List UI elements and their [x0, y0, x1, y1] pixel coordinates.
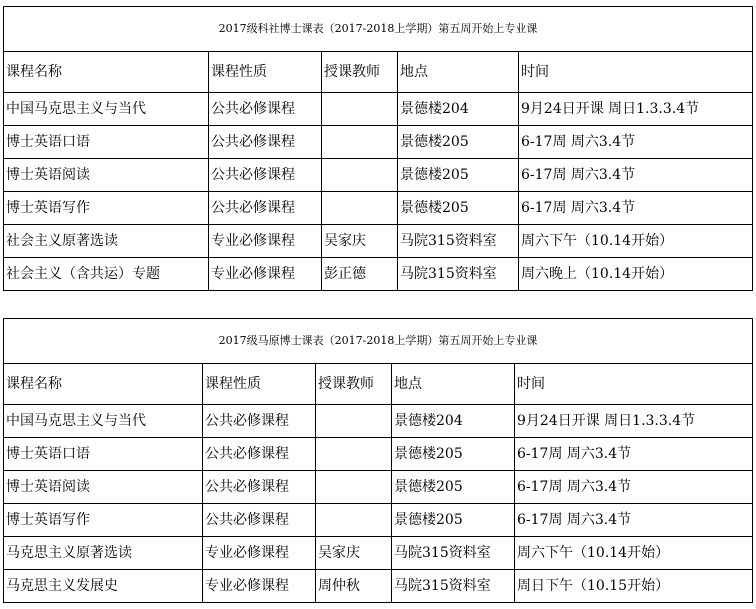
cell-course-name: 博士英语口语 — [4, 438, 203, 471]
cell-course-type: 公共必修课程 — [209, 93, 322, 126]
cell-time: 周六下午（10.14开始） — [515, 537, 753, 570]
cell-course-type: 公共必修课程 — [203, 471, 316, 504]
cell-time: 6-17周 周六3.4节 — [519, 126, 753, 159]
table-row — [4, 126, 753, 159]
table-title: 2017级马原博士课表（2017-2018上学期）第五周开始上专业课 — [4, 319, 753, 364]
cell-teacher — [322, 159, 398, 192]
cell-time: 6-17周 周六3.4节 — [515, 504, 753, 537]
cell-course-type: 公共必修课程 — [203, 405, 316, 438]
schedule-table-2 — [3, 318, 753, 603]
table-row — [4, 405, 753, 438]
cell-teacher — [322, 93, 398, 126]
table-header-row — [4, 52, 753, 93]
header-time: 时间 — [519, 52, 753, 93]
cell-course-type: 专业必修课程 — [203, 537, 316, 570]
table-row — [4, 192, 753, 225]
cell-course-type: 专业必修课程 — [209, 258, 322, 291]
cell-course-type: 公共必修课程 — [203, 438, 316, 471]
table-row — [4, 225, 753, 258]
cell-location: 马院315资料室 — [398, 258, 519, 291]
cell-teacher: 吴家庆 — [316, 537, 392, 570]
cell-course-type: 专业必修课程 — [203, 570, 316, 603]
cell-time: 周六下午（10.14开始） — [519, 225, 753, 258]
cell-location: 景德楼205 — [392, 438, 515, 471]
header-location: 地点 — [392, 364, 515, 405]
cell-time: 周日下午（10.15开始） — [515, 570, 753, 603]
cell-course-type: 专业必修课程 — [209, 225, 322, 258]
cell-location: 景德楼205 — [398, 192, 519, 225]
cell-location: 马院315资料室 — [398, 225, 519, 258]
table-title-row — [4, 7, 753, 52]
cell-course-name: 马克思主义原著选读 — [4, 537, 203, 570]
cell-teacher — [316, 471, 392, 504]
cell-location: 景德楼205 — [398, 126, 519, 159]
cell-course-type: 公共必修课程 — [209, 126, 322, 159]
cell-course-name: 社会主义（含共运）专题 — [4, 258, 209, 291]
cell-course-name: 中国马克思主义与当代 — [4, 93, 209, 126]
table-title: 2017级科社博士课表（2017-2018上学期）第五周开始上专业课 — [4, 7, 753, 52]
cell-course-name: 博士英语阅读 — [4, 471, 203, 504]
table-title-row — [4, 319, 753, 364]
cell-location: 景德楼205 — [392, 471, 515, 504]
cell-teacher: 彭正德 — [322, 258, 398, 291]
cell-course-name: 中国马克思主义与当代 — [4, 405, 203, 438]
cell-time: 6-17周 周六3.4节 — [519, 159, 753, 192]
cell-teacher — [316, 438, 392, 471]
cell-course-name: 马克思主义发展史 — [4, 570, 203, 603]
header-course-name: 课程名称 — [4, 364, 203, 405]
cell-teacher: 吴家庆 — [322, 225, 398, 258]
cell-time: 6-17周 周六3.4节 — [519, 192, 753, 225]
cell-course-name: 社会主义原著选读 — [4, 225, 209, 258]
cell-course-type: 公共必修课程 — [209, 192, 322, 225]
cell-time: 周六晚上（10.14开始） — [519, 258, 753, 291]
cell-location: 马院315资料室 — [392, 570, 515, 603]
cell-location: 景德楼205 — [392, 504, 515, 537]
header-teacher: 授课教师 — [316, 364, 392, 405]
cell-time: 9月24日开课 周日1.3.3.4节 — [515, 405, 753, 438]
cell-teacher — [316, 504, 392, 537]
table-row — [4, 537, 753, 570]
cell-location: 景德楼204 — [392, 405, 515, 438]
cell-location: 马院315资料室 — [392, 537, 515, 570]
cell-course-name: 博士英语写作 — [4, 504, 203, 537]
table-header-row — [4, 364, 753, 405]
cell-course-type: 公共必修课程 — [209, 159, 322, 192]
table-row — [4, 159, 753, 192]
cell-teacher — [316, 405, 392, 438]
cell-teacher — [322, 192, 398, 225]
header-time: 时间 — [515, 364, 753, 405]
table-row — [4, 471, 753, 504]
schedule-table-1 — [3, 6, 753, 291]
cell-course-name: 博士英语阅读 — [4, 159, 209, 192]
header-teacher: 授课教师 — [322, 52, 398, 93]
cell-course-type: 公共必修课程 — [203, 504, 316, 537]
cell-course-name: 博士英语口语 — [4, 126, 209, 159]
table-row — [4, 570, 753, 603]
table-row — [4, 504, 753, 537]
cell-teacher — [322, 126, 398, 159]
table-row — [4, 438, 753, 471]
cell-location: 景德楼205 — [398, 159, 519, 192]
header-course-name: 课程名称 — [4, 52, 209, 93]
header-course-type: 课程性质 — [209, 52, 322, 93]
cell-teacher: 周仲秋 — [316, 570, 392, 603]
cell-location: 景德楼204 — [398, 93, 519, 126]
header-location: 地点 — [398, 52, 519, 93]
cell-time: 6-17周 周六3.4节 — [515, 471, 753, 504]
cell-time: 9月24日开课 周日1.3.3.4节 — [519, 93, 753, 126]
table-row — [4, 93, 753, 126]
table-row — [4, 258, 753, 291]
cell-time: 6-17周 周六3.4节 — [515, 438, 753, 471]
header-course-type: 课程性质 — [203, 364, 316, 405]
cell-course-name: 博士英语写作 — [4, 192, 209, 225]
